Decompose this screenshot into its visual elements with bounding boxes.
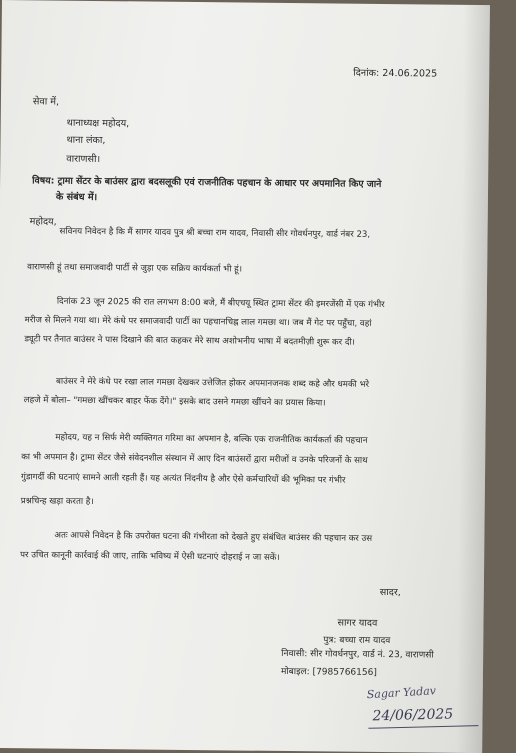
closing: सादर, <box>379 586 401 599</box>
body-line: ड्यूटी पर तैनात बाउंसर ने पास दिखाने की बात कहकर मेरे साथ अशोभनीय भाषा में बदतमीज़ी शुरू कर दी। <box>24 334 355 348</box>
body-line: गुंडागर्दी की घटनाएं सामने आती रहती हैं। यह अत्यंत निंदनीय है और ऐसे कर्मचारियों की भूमिका पर गंभीर <box>20 472 346 486</box>
body-line: सविनय निवेदन है कि मैं सागर यादव पुत्र श्री बच्चा राम यादव, निवासी सीर गोवर्धनपुर, वार्ड नंबर 23, <box>59 226 371 240</box>
body-line: वाराणसी हूं तथा समाजवादी पार्टी से जुड़ा एक सक्रिय कार्यकर्ता भी हूं। <box>27 262 243 275</box>
date-line: दिनांक: 24.06.2025 <box>353 67 438 80</box>
handwritten-date: 24/06/2025 <box>372 706 454 725</box>
body-line: का भी अपमान है। ट्रामा सेंटर जैसे संवेदनशील संस्थान में आए दिन बाउंसरों द्वारा मरीजों व उनके परिजनों के साथ <box>21 452 368 466</box>
sender-mobile: मोबाइल: [7985766156] <box>280 666 377 678</box>
handwritten-signature: Sagar Yadav <box>366 684 437 702</box>
salutation: सेवा में, <box>32 96 60 108</box>
body-line: महोदय, यह न सिर्फ मेरी व्यक्तिगत गरिमा का अपमान है, बल्कि एक राजनीतिक कार्यकर्ता की पहचान <box>55 432 368 446</box>
body-line: मरीज से मिलने गया था। मेरे कंधे पर समाजवादी पार्टी का पहचानचिह्न लाल गमछा था। जब मैं गेट पर पहुँचा, वहां <box>24 315 372 329</box>
sender-name: सागर यादव <box>337 617 378 629</box>
body-line: प्रश्नचिन्ह खड़ा करता है। <box>20 496 94 507</box>
sender-father: पुत्र: बच्चा राम यादव <box>323 635 391 647</box>
body-line: बाउंसर ने मेरे कंधे पर रखा लाल गमछा देखकर उत्तेजित होकर अपमानजनक शब्द कहे और धमकी भरे <box>55 376 370 390</box>
page-shadow <box>456 5 490 753</box>
greeting: महोदय, <box>29 216 57 228</box>
subject-line-2: के संबंध में। <box>55 191 98 204</box>
body-line: पर उचित कानूनी कार्रवाई की जाए, ताकि भविष्य में ऐसी घटनाएं दोहराई न जा सकें। <box>20 550 280 563</box>
body-line: अतः आपसे निवेदन है कि उपरोक्त घटना की गंभीरता को देखते हुए संबंधित बाउंसर की पहचान कर उस <box>54 530 373 544</box>
recipient-line-2: थाना लंका, <box>66 134 106 147</box>
sender-address: निवासी: सीर गोवर्धनपुर, वार्ड नं. 23, वाराणसी <box>281 648 434 661</box>
subject-line-1: विषय: ट्रामा सेंटर के बाउंसर द्वारा बदसलूकी एवं राजनीतिक पहचान के आधार पर अपमानित किए जाने <box>32 175 382 190</box>
recipient-line-1: थानाध्यक्ष महोदय, <box>66 117 130 130</box>
body-line: दिनांक 23 जून 2025 की रात लगभग 8:00 बजे, मैं बीएचयू स्थित ट्रामा सेंटर की इमरजेंसी में एक गंभीर <box>56 296 385 311</box>
body-line: लहजे में बोला– "गमछा खींचकर बाहर फेंक देंगे।" इसके बाद उसने गमछा खींचने का प्रयास किया। <box>23 395 326 409</box>
recipient-line-3: वाराणसी। <box>66 153 101 166</box>
